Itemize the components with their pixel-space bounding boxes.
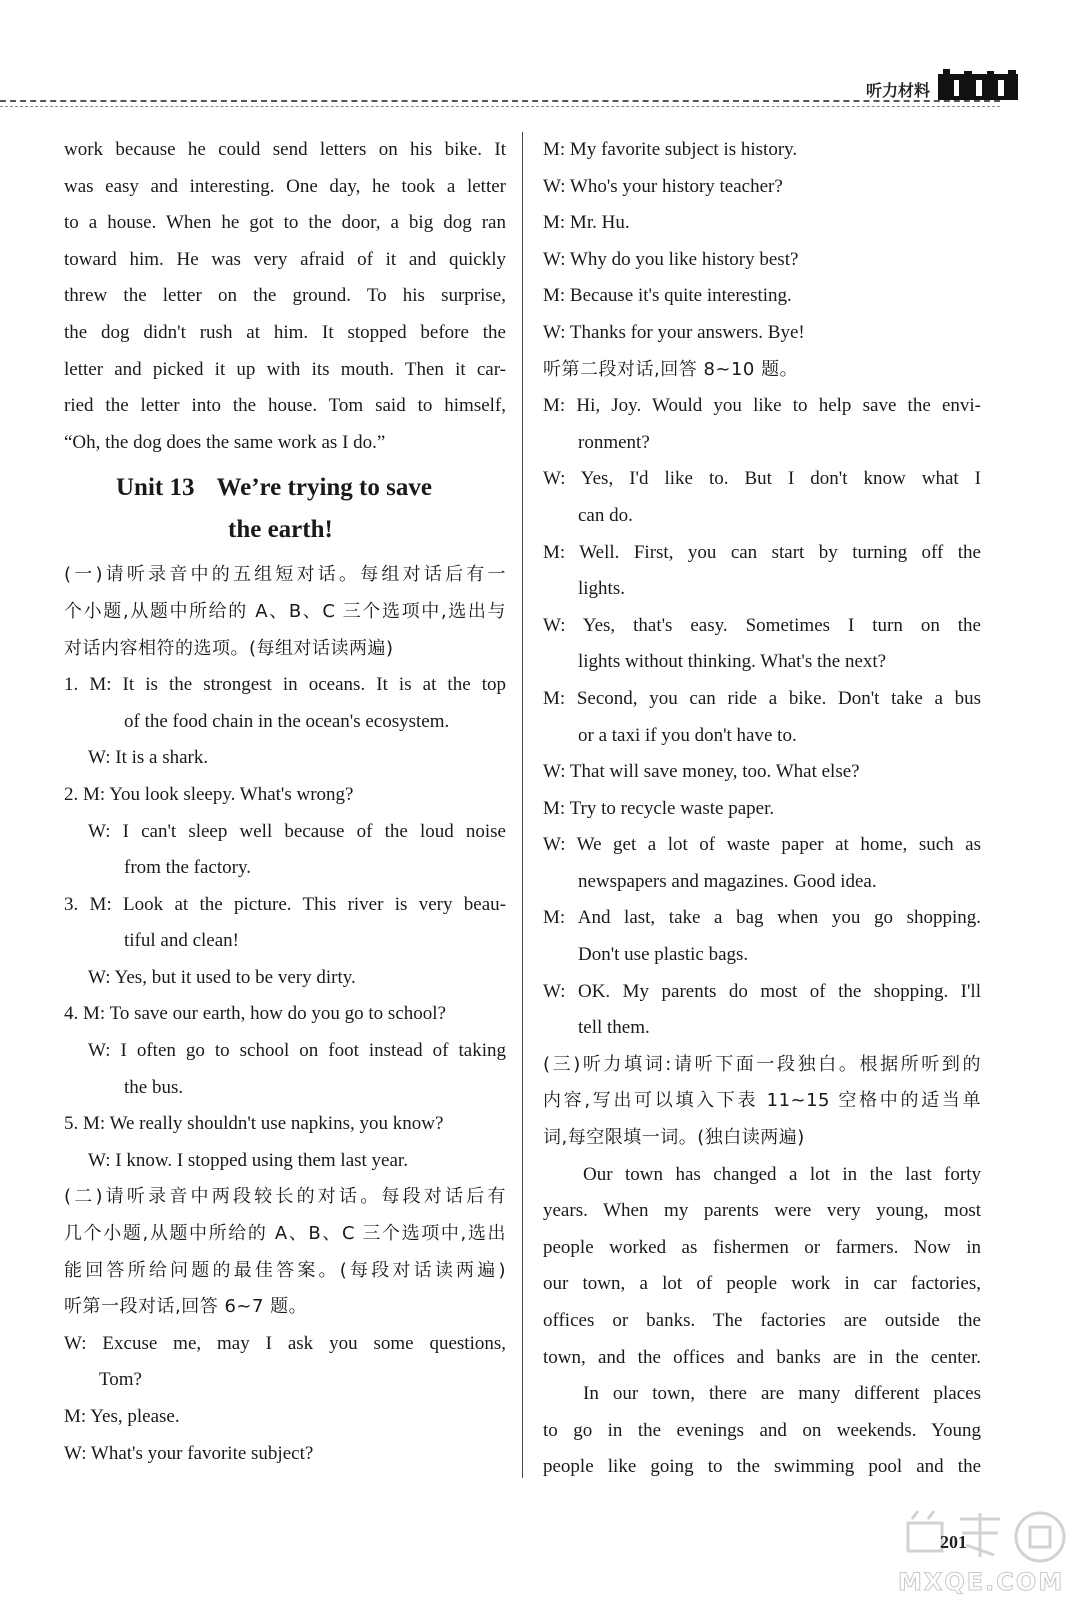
header-rule-bottom <box>0 106 1000 107</box>
story-line: was easy and interesting. One day, he took a letter <box>64 175 506 197</box>
watermark-text: MXQE.COM <box>898 1568 1065 1596</box>
monologue-line: Our town has changed a lot in the last forty <box>583 1163 981 1185</box>
dialogue-line: 2. M: You look sleepy. What's wrong? <box>64 783 354 805</box>
short-dialogues <box>64 667 506 1179</box>
story-line: toward him. He was very afraid of it and quickly <box>64 248 506 270</box>
instruction-line: 能回答所给问题的最佳答案。(每段对话读两遍) <box>64 1259 506 1281</box>
conversation-2-intro: 听第二段对话,回答 8~10 题。 <box>543 358 799 380</box>
column-divider <box>522 132 523 1478</box>
conversation-1-continued <box>543 132 981 352</box>
instruction-line: (二)请听录音中两段较长的对话。每段对话后有 <box>64 1186 506 1208</box>
monologue-line: people worked as fishermen or farmers. Now in <box>543 1236 981 1258</box>
story-line: letter and picked it up with its mouth. Then it car- <box>64 358 506 380</box>
dialogue-line: from the factory. <box>124 857 251 879</box>
conversation-line: can do. <box>578 504 633 526</box>
story-line: “Oh, the dog does the same work as I do.” <box>64 431 386 453</box>
dialogue-line: 1. M: It is the strongest in oceans. It is at the top <box>64 674 506 696</box>
conversation-line: M: Well. First, you can start by turning off the <box>543 541 981 563</box>
story-line: to a house. When he got to the door, a big dog ran <box>64 212 506 234</box>
conversation-line: or a taxi if you don't have to. <box>578 724 797 746</box>
conversation-line: Tom? <box>99 1369 142 1391</box>
story-line: threw the letter on the ground. To his surprise, <box>64 285 506 307</box>
instruction-line: (一)请听录音中的五组短对话。每组对话后有一 <box>64 564 506 586</box>
unit-title-line-2: the earth! <box>228 516 333 544</box>
conversation-line: newspapers and magazines. Good idea. <box>578 870 877 892</box>
conversation-line: W: Who's your history teacher? <box>543 175 783 197</box>
conversation-line: tell them. <box>578 1017 650 1039</box>
conversation-line: M: My favorite subject is history. <box>543 139 798 160</box>
monologue-line: people like going to the swimming pool and the <box>543 1456 981 1478</box>
instruction-line: 内容,写出可以填入下表 11~15 空格中的适当单 <box>543 1090 981 1112</box>
unit-number: Unit 13 <box>116 474 195 502</box>
header-label: 听力材料 <box>865 81 930 100</box>
conversation-line: W: That will save money, too. What else? <box>543 761 860 783</box>
conversation-line: W: OK. My parents do most of the shopping. I'll <box>543 980 981 1002</box>
dialogue-line: 5. M: We really shouldn't use napkins, you know? <box>64 1113 444 1135</box>
conversation-line: W: We get a lot of waste paper at home, such as <box>543 834 981 856</box>
conversation-line: Don't use plastic bags. <box>578 944 749 966</box>
monologue-line: In our town, there are many different places <box>583 1383 981 1405</box>
header-decoration-icon <box>938 68 1018 102</box>
monologue-line: to go in the evenings and on weekends. Young <box>543 1419 981 1441</box>
monologue-line: offices or banks. The factories are outside the <box>543 1310 981 1331</box>
part3-instructions <box>543 1047 981 1157</box>
story-line: ried the letter into the house. Tom said to himself, <box>64 395 506 417</box>
conversation-line: lights. <box>578 578 625 600</box>
conversation-line: M: Because it's quite interesting. <box>543 285 792 307</box>
monologue-line: town, and the offices and banks are in the center. <box>543 1346 981 1368</box>
story-line: the dog didn't rush at him. It stopped before the <box>64 321 506 343</box>
dialogue-line: the bus. <box>124 1076 184 1098</box>
dialogue-line: W: It is a shark. <box>88 747 209 769</box>
conversation-line: W: Yes, I'd like to. But I don't know what I <box>543 468 981 490</box>
dialogue-line: W: I can't sleep well because of the loud noise <box>88 820 506 842</box>
conversation-line: M: Mr. Hu. <box>543 212 630 234</box>
story-continuation <box>64 132 506 461</box>
conversation-line: W: Thanks for your answers. Bye! <box>543 321 805 343</box>
header-rule-top <box>0 100 1000 102</box>
part1-instructions <box>64 557 506 667</box>
conversation-line: M: Yes, please. <box>64 1406 180 1427</box>
conversation-line: M: And last, take a bag when you go shopping. <box>543 907 981 929</box>
instruction-line: 几个小题,从题中所给的 A、B、C 三个选项中,选出 <box>64 1223 506 1245</box>
dialogue-line: W: I often go to school on foot instead of taking <box>88 1040 506 1062</box>
instruction-line: (三)听力填词:请听下面一段独白。根据所听到的 <box>543 1053 981 1075</box>
conversation-line: M: Try to recycle waste paper. <box>543 797 775 819</box>
instruction-line: 个小题,从题中所给的 A、B、C 三个选项中,选出与 <box>64 600 506 622</box>
conversation-line: W: Yes, that's easy. Sometimes I turn on the <box>543 614 981 636</box>
conversation-line: ronment? <box>578 431 650 453</box>
part2-instructions <box>64 1179 506 1325</box>
instruction-line: 词,每空限填一词。(独白读两遍) <box>543 1127 805 1149</box>
unit-title <box>64 467 506 551</box>
instruction-line: 对话内容相符的选项。(每组对话读两遍) <box>64 637 394 659</box>
dialogue-line: W: I know. I stopped using them last year. <box>88 1149 408 1171</box>
conversation-line: W: What's your favorite subject? <box>64 1442 314 1464</box>
conversation-2 <box>543 388 981 1047</box>
dialogue-line: W: Yes, but it used to be very dirty. <box>88 966 356 988</box>
dialogue-line: 3. M: Look at the picture. This river is very beau- <box>64 893 506 915</box>
instruction-line: 听第一段对话,回答 6~7 题。 <box>64 1296 308 1318</box>
conversation-line: W: Excuse me, may I ask you some questions, <box>64 1332 506 1354</box>
left-column <box>64 132 506 1472</box>
monologue-line: years. When my parents were very young, most <box>543 1200 981 1222</box>
unit-title-text-1: We’re trying to save <box>216 474 432 502</box>
dialogue-line: 4. M: To save our earth, how do you go to school? <box>64 1003 446 1025</box>
conversation-line: W: Why do you like history best? <box>543 248 799 270</box>
conversation-1 <box>64 1326 506 1472</box>
story-line: work because he could send letters on his bike. It <box>64 139 506 160</box>
conversation-line: M: Second, you can ride a bike. Don't take a bus <box>543 687 981 709</box>
monologue <box>543 1157 981 1486</box>
dialogue-line: tiful and clean! <box>124 930 240 952</box>
conversation-line: M: Hi, Joy. Would you like to help save the envi- <box>543 395 981 417</box>
dialogue-line: of the food chain in the ocean's ecosystem. <box>124 710 450 732</box>
monologue-line: our town, a lot of people work in car factories, <box>543 1273 981 1295</box>
unit-title-line-1 <box>64 467 506 509</box>
conversation-line: lights without thinking. What's the next? <box>578 651 887 673</box>
right-column <box>543 132 981 1486</box>
page-number: 201 <box>940 1532 967 1552</box>
